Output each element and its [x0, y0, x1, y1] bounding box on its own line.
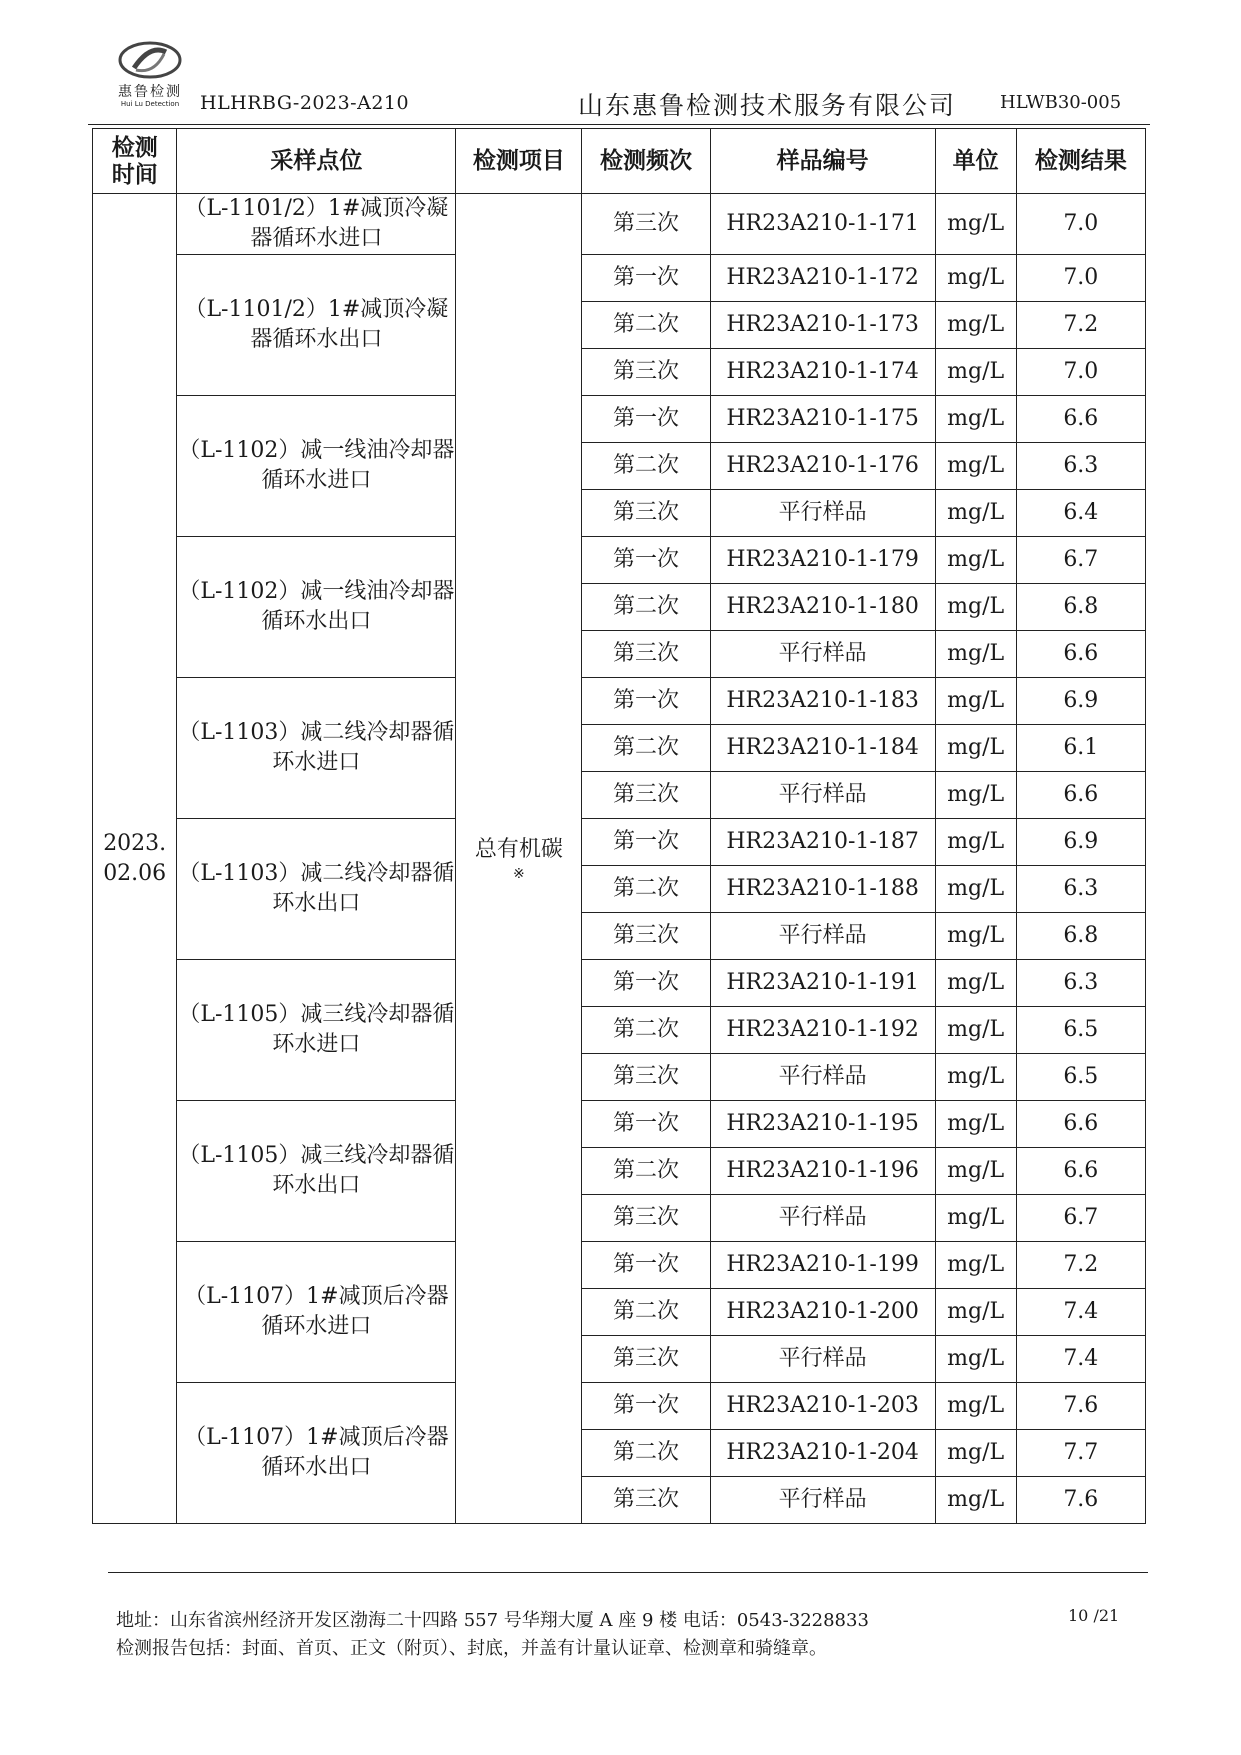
result-cell: 6.9 [1016, 819, 1145, 866]
unit-cell: mg/L [935, 443, 1016, 490]
result-cell: 6.6 [1016, 396, 1145, 443]
table-row [93, 1242, 1146, 1289]
sample-id-cell: 平行样品 [710, 1336, 935, 1383]
table-row [93, 678, 1146, 725]
unit-cell: mg/L [935, 1242, 1016, 1289]
sample-id-cell: 平行样品 [710, 772, 935, 819]
unit-cell: mg/L [935, 1007, 1016, 1054]
logo-text-cn: 惠鲁检测 [118, 84, 182, 100]
sample-id-cell: HR23A210-1-171 [710, 194, 935, 255]
unit-cell: mg/L [935, 725, 1016, 772]
footer-address: 地址：山东省滨州经济开发区渤海二十四路 557 号华翔大厦 A 座 9 楼 电话：0543-3228833 [116, 1610, 869, 1631]
result-cell: 6.6 [1016, 772, 1145, 819]
header-result: 检测结果 [1016, 129, 1145, 194]
sample-id-cell: HR23A210-1-188 [710, 866, 935, 913]
unit-cell: mg/L [935, 1477, 1016, 1524]
result-cell: 6.1 [1016, 725, 1145, 772]
result-cell: 6.6 [1016, 631, 1145, 678]
sample-id-cell: HR23A210-1-204 [710, 1430, 935, 1477]
unit-cell: mg/L [935, 396, 1016, 443]
table-row [93, 1101, 1146, 1148]
unit-cell: mg/L [935, 1195, 1016, 1242]
footer-report-contents: 检测报告包括：封面、首页、正文（附页）、封底，并盖有计量认证章、检测章和骑缝章。 [116, 1638, 827, 1659]
report-number: HLHRBG-2023-A210 [200, 92, 410, 114]
sampling-point-cell: （L-1105）减三线冷却器循环水进口 [177, 960, 456, 1101]
page-number: 10 /21 [1068, 1606, 1120, 1625]
sample-id-cell: 平行样品 [710, 1195, 935, 1242]
sampling-point-cell: （L-1105）减三线冷却器循环水出口 [177, 1101, 456, 1242]
unit-cell: mg/L [935, 302, 1016, 349]
frequency-cell: 第三次 [582, 1054, 710, 1101]
sample-id-cell: HR23A210-1-203 [710, 1383, 935, 1430]
subcontract-mark: ※ [513, 865, 525, 882]
table-row [93, 819, 1146, 866]
sample-id-cell: HR23A210-1-176 [710, 443, 935, 490]
frequency-cell: 第三次 [582, 1195, 710, 1242]
sampling-point-cell: （L-1101/2）1#减顶冷凝器循环水进口 [177, 194, 456, 255]
sample-id-cell: HR23A210-1-192 [710, 1007, 935, 1054]
frequency-cell: 第一次 [582, 678, 710, 725]
sample-id-cell: 平行样品 [710, 913, 935, 960]
header-test-time: 检测 时间 [93, 129, 177, 194]
test-item-name: 总有机碳 [474, 836, 563, 862]
result-cell: 7.7 [1016, 1430, 1145, 1477]
frequency-cell: 第二次 [582, 1430, 710, 1477]
result-cell: 6.8 [1016, 913, 1145, 960]
page-header [0, 0, 1241, 128]
result-cell: 6.3 [1016, 443, 1145, 490]
frequency-cell: 第二次 [582, 443, 710, 490]
header-sampling-point: 采样点位 [177, 129, 456, 194]
frequency-cell: 第三次 [582, 490, 710, 537]
sample-id-cell: HR23A210-1-195 [710, 1101, 935, 1148]
result-cell: 6.7 [1016, 537, 1145, 584]
unit-cell: mg/L [935, 960, 1016, 1007]
sample-id-cell: HR23A210-1-183 [710, 678, 935, 725]
result-cell: 6.4 [1016, 490, 1145, 537]
unit-cell: mg/L [935, 913, 1016, 960]
sample-id-cell: HR23A210-1-200 [710, 1289, 935, 1336]
company-logo [110, 40, 190, 112]
table-row [93, 194, 1146, 255]
unit-cell: mg/L [935, 537, 1016, 584]
table-row [93, 537, 1146, 584]
result-cell: 7.0 [1016, 349, 1145, 396]
header-unit: 单位 [935, 129, 1016, 194]
result-cell: 6.3 [1016, 866, 1145, 913]
sample-id-cell: 平行样品 [710, 631, 935, 678]
result-cell: 7.6 [1016, 1477, 1145, 1524]
result-cell: 6.8 [1016, 584, 1145, 631]
table-row [93, 396, 1146, 443]
footer-divider [108, 1572, 1148, 1573]
sampling-point-cell: （L-1103）减二线冷却器循环水进口 [177, 678, 456, 819]
frequency-cell: 第二次 [582, 1148, 710, 1195]
sample-id-cell: HR23A210-1-187 [710, 819, 935, 866]
sampling-point-cell: （L-1102）减一线油冷却器循环水出口 [177, 537, 456, 678]
unit-cell: mg/L [935, 1054, 1016, 1101]
sample-id-cell: HR23A210-1-173 [710, 302, 935, 349]
unit-cell: mg/L [935, 678, 1016, 725]
result-cell: 6.6 [1016, 1148, 1145, 1195]
unit-cell: mg/L [935, 490, 1016, 537]
frequency-cell: 第三次 [582, 349, 710, 396]
sample-id-cell: 平行样品 [710, 1477, 935, 1524]
table-header-row [93, 129, 1146, 194]
sample-id-cell: 平行样品 [710, 490, 935, 537]
logo-text-en: Hui Lu Detection [120, 100, 180, 108]
result-cell: 6.3 [1016, 960, 1145, 1007]
result-cell: 7.0 [1016, 255, 1145, 302]
sampling-point-cell: （L-1107）1#减顶后冷器循环水进口 [177, 1242, 456, 1383]
result-cell: 6.7 [1016, 1195, 1145, 1242]
table-body [93, 194, 1146, 1524]
frequency-cell: 第一次 [582, 396, 710, 443]
result-cell: 6.5 [1016, 1054, 1145, 1101]
unit-cell: mg/L [935, 194, 1016, 255]
sample-id-cell: HR23A210-1-196 [710, 1148, 935, 1195]
frequency-cell: 第二次 [582, 302, 710, 349]
frequency-cell: 第一次 [582, 537, 710, 584]
frequency-cell: 第二次 [582, 1289, 710, 1336]
unit-cell: mg/L [935, 819, 1016, 866]
table-row [93, 1383, 1146, 1430]
result-cell: 7.4 [1016, 1336, 1145, 1383]
unit-cell: mg/L [935, 255, 1016, 302]
frequency-cell: 第一次 [582, 1242, 710, 1289]
sample-id-cell: HR23A210-1-191 [710, 960, 935, 1007]
sample-id-cell: HR23A210-1-172 [710, 255, 935, 302]
frequency-cell: 第二次 [582, 725, 710, 772]
sample-id-cell: 平行样品 [710, 1054, 935, 1101]
table-row [93, 255, 1146, 302]
result-cell: 7.2 [1016, 1242, 1145, 1289]
unit-cell: mg/L [935, 772, 1016, 819]
test-item-cell [456, 194, 582, 1524]
frequency-cell: 第三次 [582, 631, 710, 678]
sampling-point-cell: （L-1103）减二线冷却器循环水出口 [177, 819, 456, 960]
frequency-cell: 第二次 [582, 1007, 710, 1054]
unit-cell: mg/L [935, 1148, 1016, 1195]
unit-cell: mg/L [935, 349, 1016, 396]
result-cell: 7.6 [1016, 1383, 1145, 1430]
frequency-cell: 第三次 [582, 1336, 710, 1383]
frequency-cell: 第三次 [582, 913, 710, 960]
frequency-cell: 第一次 [582, 819, 710, 866]
frequency-cell: 第二次 [582, 584, 710, 631]
frequency-cell: 第一次 [582, 1101, 710, 1148]
header-frequency: 检测频次 [582, 129, 710, 194]
unit-cell: mg/L [935, 1430, 1016, 1477]
sample-id-cell: HR23A210-1-184 [710, 725, 935, 772]
unit-cell: mg/L [935, 1101, 1016, 1148]
result-cell: 7.2 [1016, 302, 1145, 349]
result-cell: 7.0 [1016, 194, 1145, 255]
frequency-cell: 第一次 [582, 255, 710, 302]
result-cell: 7.4 [1016, 1289, 1145, 1336]
form-code: HLWB30-005 [1000, 92, 1122, 113]
header-divider [88, 124, 1150, 125]
results-table [92, 128, 1146, 1524]
unit-cell: mg/L [935, 1289, 1016, 1336]
unit-cell: mg/L [935, 631, 1016, 678]
sample-id-cell: HR23A210-1-179 [710, 537, 935, 584]
frequency-cell: 第三次 [582, 194, 710, 255]
sample-id-cell: HR23A210-1-175 [710, 396, 935, 443]
header-test-item: 检测项目 [456, 129, 582, 194]
result-cell: 6.6 [1016, 1101, 1145, 1148]
header-sample-id: 样品编号 [710, 129, 935, 194]
frequency-cell: 第一次 [582, 960, 710, 1007]
sample-id-cell: HR23A210-1-180 [710, 584, 935, 631]
result-cell: 6.5 [1016, 1007, 1145, 1054]
unit-cell: mg/L [935, 866, 1016, 913]
unit-cell: mg/L [935, 1336, 1016, 1383]
company-name: 山东惠鲁检测技术服务有限公司 [578, 91, 957, 120]
test-date-cell: 2023. 02.06 [93, 194, 177, 1524]
frequency-cell: 第三次 [582, 1477, 710, 1524]
sampling-point-cell: （L-1102）减一线油冷却器循环水进口 [177, 396, 456, 537]
sample-id-cell: HR23A210-1-174 [710, 349, 935, 396]
sampling-point-cell: （L-1101/2）1#减顶冷凝器循环水出口 [177, 255, 456, 396]
frequency-cell: 第二次 [582, 866, 710, 913]
table-row [93, 960, 1146, 1007]
sampling-point-cell: （L-1107）1#减顶后冷器循环水出口 [177, 1383, 456, 1524]
logo-emblem-icon [114, 40, 186, 80]
frequency-cell: 第一次 [582, 1383, 710, 1430]
frequency-cell: 第三次 [582, 772, 710, 819]
result-cell: 6.9 [1016, 678, 1145, 725]
unit-cell: mg/L [935, 1383, 1016, 1430]
sample-id-cell: HR23A210-1-199 [710, 1242, 935, 1289]
unit-cell: mg/L [935, 584, 1016, 631]
